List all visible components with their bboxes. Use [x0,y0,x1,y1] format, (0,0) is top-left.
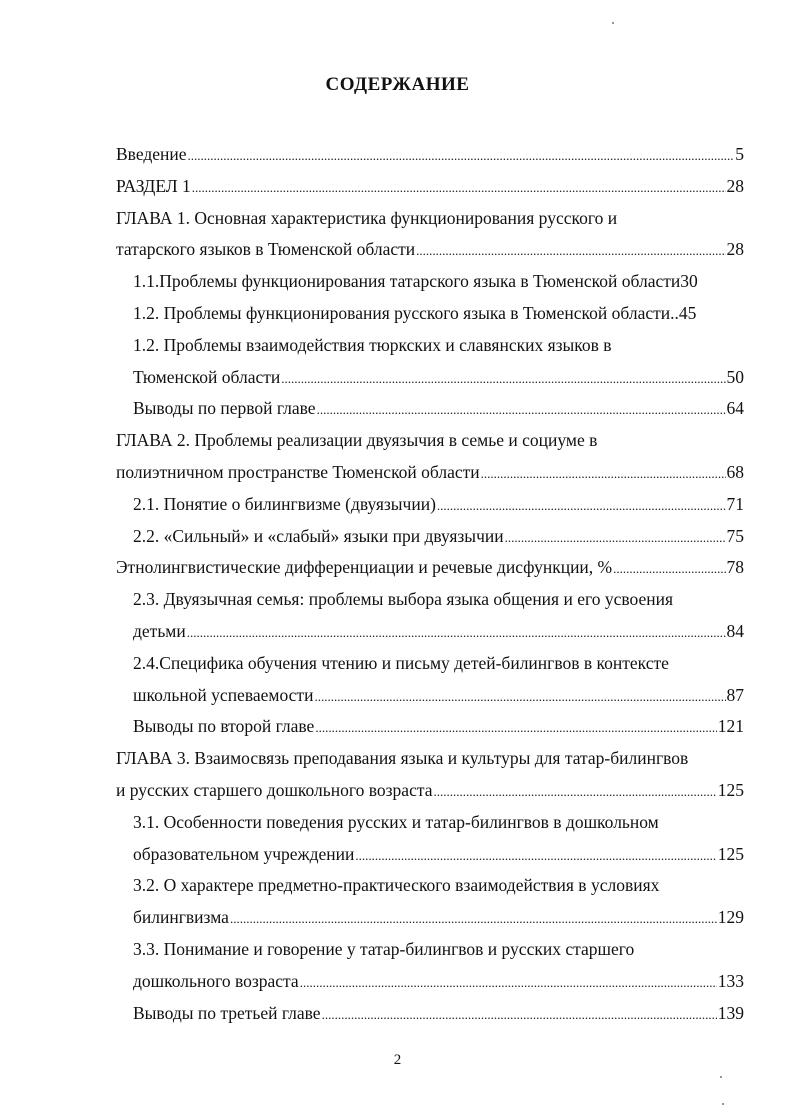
toc-page-number: 125 [717,843,744,864]
toc-entry-section-3-3[interactable] [133,934,744,966]
toc-entry-text: Этнолингвистические дифференциации и речевые дисфункции, % [116,557,613,578]
dot-leader [505,522,726,554]
toc-entry-text: Тюменской области [133,366,281,387]
table-of-contents [116,139,744,1029]
page-number: 2 [393,1052,402,1068]
toc-page-number: 78 [726,557,744,578]
toc-entry-text: Введение [116,144,187,164]
toc-entry-conclusions-2[interactable] [133,711,744,743]
toc-page-number: 121 [717,716,744,737]
toc-entry-text: Выводы по третьей главе [133,1002,321,1023]
dot-leader [322,999,717,1031]
toc-entry-chapter1[interactable] [116,203,744,235]
toc-entry-text: 2.4.Специфика обучения чтению и письму детей-билингвов в контексте [133,652,669,673]
dot-leader [300,967,717,999]
toc-entry-text: школьной успеваемости [133,684,314,705]
dot-leader [355,840,716,872]
toc-entry-text: татарского языков в Тюменской области [116,239,416,260]
toc-entry-section-3-2[interactable] [133,870,744,902]
toc-page-number: 28 [726,239,744,260]
dot-leader [188,140,735,172]
toc-entry-chapter2-cont[interactable] [116,457,744,489]
toc-entry-text: 3.1. Особенности поведения русских и татар-билингвов в дошкольном [133,811,659,832]
dot-leader [613,553,725,585]
toc-entry-section-1-2b[interactable] [133,330,744,362]
scan-speck [722,1103,724,1105]
toc-page-number: 64 [726,398,744,419]
toc-entry-text: 2.1. Понятие о билингвизме (двуязычии) [133,493,436,514]
toc-entry-ethnolinguistic[interactable] [116,552,744,584]
toc-entry-chapter3-cont[interactable] [116,775,744,807]
toc-entry-text: ГЛАВА 2. Проблемы реализации двуязычия в семье и социуме в [116,430,598,451]
dot-leader [314,681,725,713]
toc-entry-text: 3.2. О характере предметно-практического взаимодействия в условиях [133,875,660,896]
toc-entry-text: полиэтничном пространстве Тюменской области [116,461,480,482]
toc-page-number: 129 [717,907,744,928]
toc-entry-section-1-2a[interactable] [133,298,744,330]
toc-page-number: 84 [726,620,744,641]
toc-entry-section-3-1[interactable] [133,807,744,839]
toc-page-number: 71 [726,493,744,514]
dot-leader [317,394,726,426]
dot-leader [433,776,716,808]
toc-page-number: 139 [717,1002,744,1023]
toc-entry-conclusions-3[interactable] [133,998,744,1030]
toc-entry-chapter3[interactable] [116,743,744,775]
toc-entry-text: и русских старшего дошкольного возраста [116,779,433,800]
dot-leader [481,458,726,490]
dot-leader [192,172,726,204]
toc-entry-section-3-2-cont[interactable] [133,902,744,934]
toc-page-number: 50 [726,366,744,387]
dot-leader [281,363,725,395]
toc-entry-section-2-4-cont[interactable] [133,680,744,712]
toc-page-number: 125 [717,779,744,800]
toc-entry-text: 1.2. Проблемы взаимодействия тюркских и славянских языков в [133,334,612,355]
toc-entry-part1[interactable] [116,171,744,203]
toc-entry-text: Выводы по первой главе [133,398,316,419]
toc-entry-text: 1.1.Проблемы функционирования татарского языка в Тюменской области30 [133,271,698,292]
toc-entry-intro[interactable] [116,139,744,171]
toc-entry-section-2-3-cont[interactable] [133,616,744,648]
scan-speck [720,1076,722,1078]
toc-entry-text: 1.2. Проблемы функционирования русского языка в Тюменской области..45 [133,302,697,323]
toc-page-number: 75 [726,525,744,546]
toc-page-number: 68 [726,461,744,482]
toc-page-number: 28 [726,175,744,196]
toc-entry-text: ГЛАВА 3. Взаимосвязь преподавания языка и культуры для татар-билингвов [116,748,689,769]
toc-entry-section-1-1[interactable] [133,266,744,298]
toc-page-number: 5 [735,144,744,164]
toc-entry-section-1-2b-cont[interactable] [133,362,744,394]
scan-speck [612,22,614,24]
toc-entry-text: 2.2. «Сильный» и «слабый» языки при двуязычии [133,525,504,546]
dot-leader [230,903,717,935]
toc-entry-chapter2[interactable] [116,425,744,457]
toc-page-number: 133 [717,970,744,991]
toc-entry-section-2-3[interactable] [133,584,744,616]
toc-entry-section-2-1[interactable] [133,489,744,521]
toc-entry-text: ГЛАВА 1. Основная характеристика функционирования русского и [116,207,618,228]
dot-leader [315,712,716,744]
toc-entry-section-2-2[interactable] [133,521,744,553]
toc-page-number: 87 [726,684,744,705]
toc-entry-text: Выводы по второй главе [133,716,315,737]
toc-entry-text: билингвизма [133,907,229,928]
toc-entry-text: детьми [133,620,186,641]
dot-leader [187,617,726,649]
toc-entry-conclusions-1[interactable] [133,393,744,425]
toc-entry-text: 3.3. Понимание и говорение у татар-билингвов и русских старшего [133,938,635,959]
toc-entry-text: 2.3. Двуязычная семья: проблемы выбора языка общения и его усвоения [133,589,674,610]
dot-leader [437,490,726,522]
toc-entry-chapter1-cont[interactable] [116,234,744,266]
dot-leader [416,235,725,267]
toc-entry-section-2-4[interactable] [133,648,744,680]
toc-entry-text: образовательном учреждении [133,843,355,864]
toc-entry-section-3-1-cont[interactable] [133,839,744,871]
page-title: СОДЕРЖАНИЕ [325,74,470,95]
toc-entry-section-3-3-cont[interactable] [133,966,744,998]
toc-entry-text: дошкольного возраста [133,970,299,991]
toc-entry-text: РАЗДЕЛ 1 [116,175,191,196]
